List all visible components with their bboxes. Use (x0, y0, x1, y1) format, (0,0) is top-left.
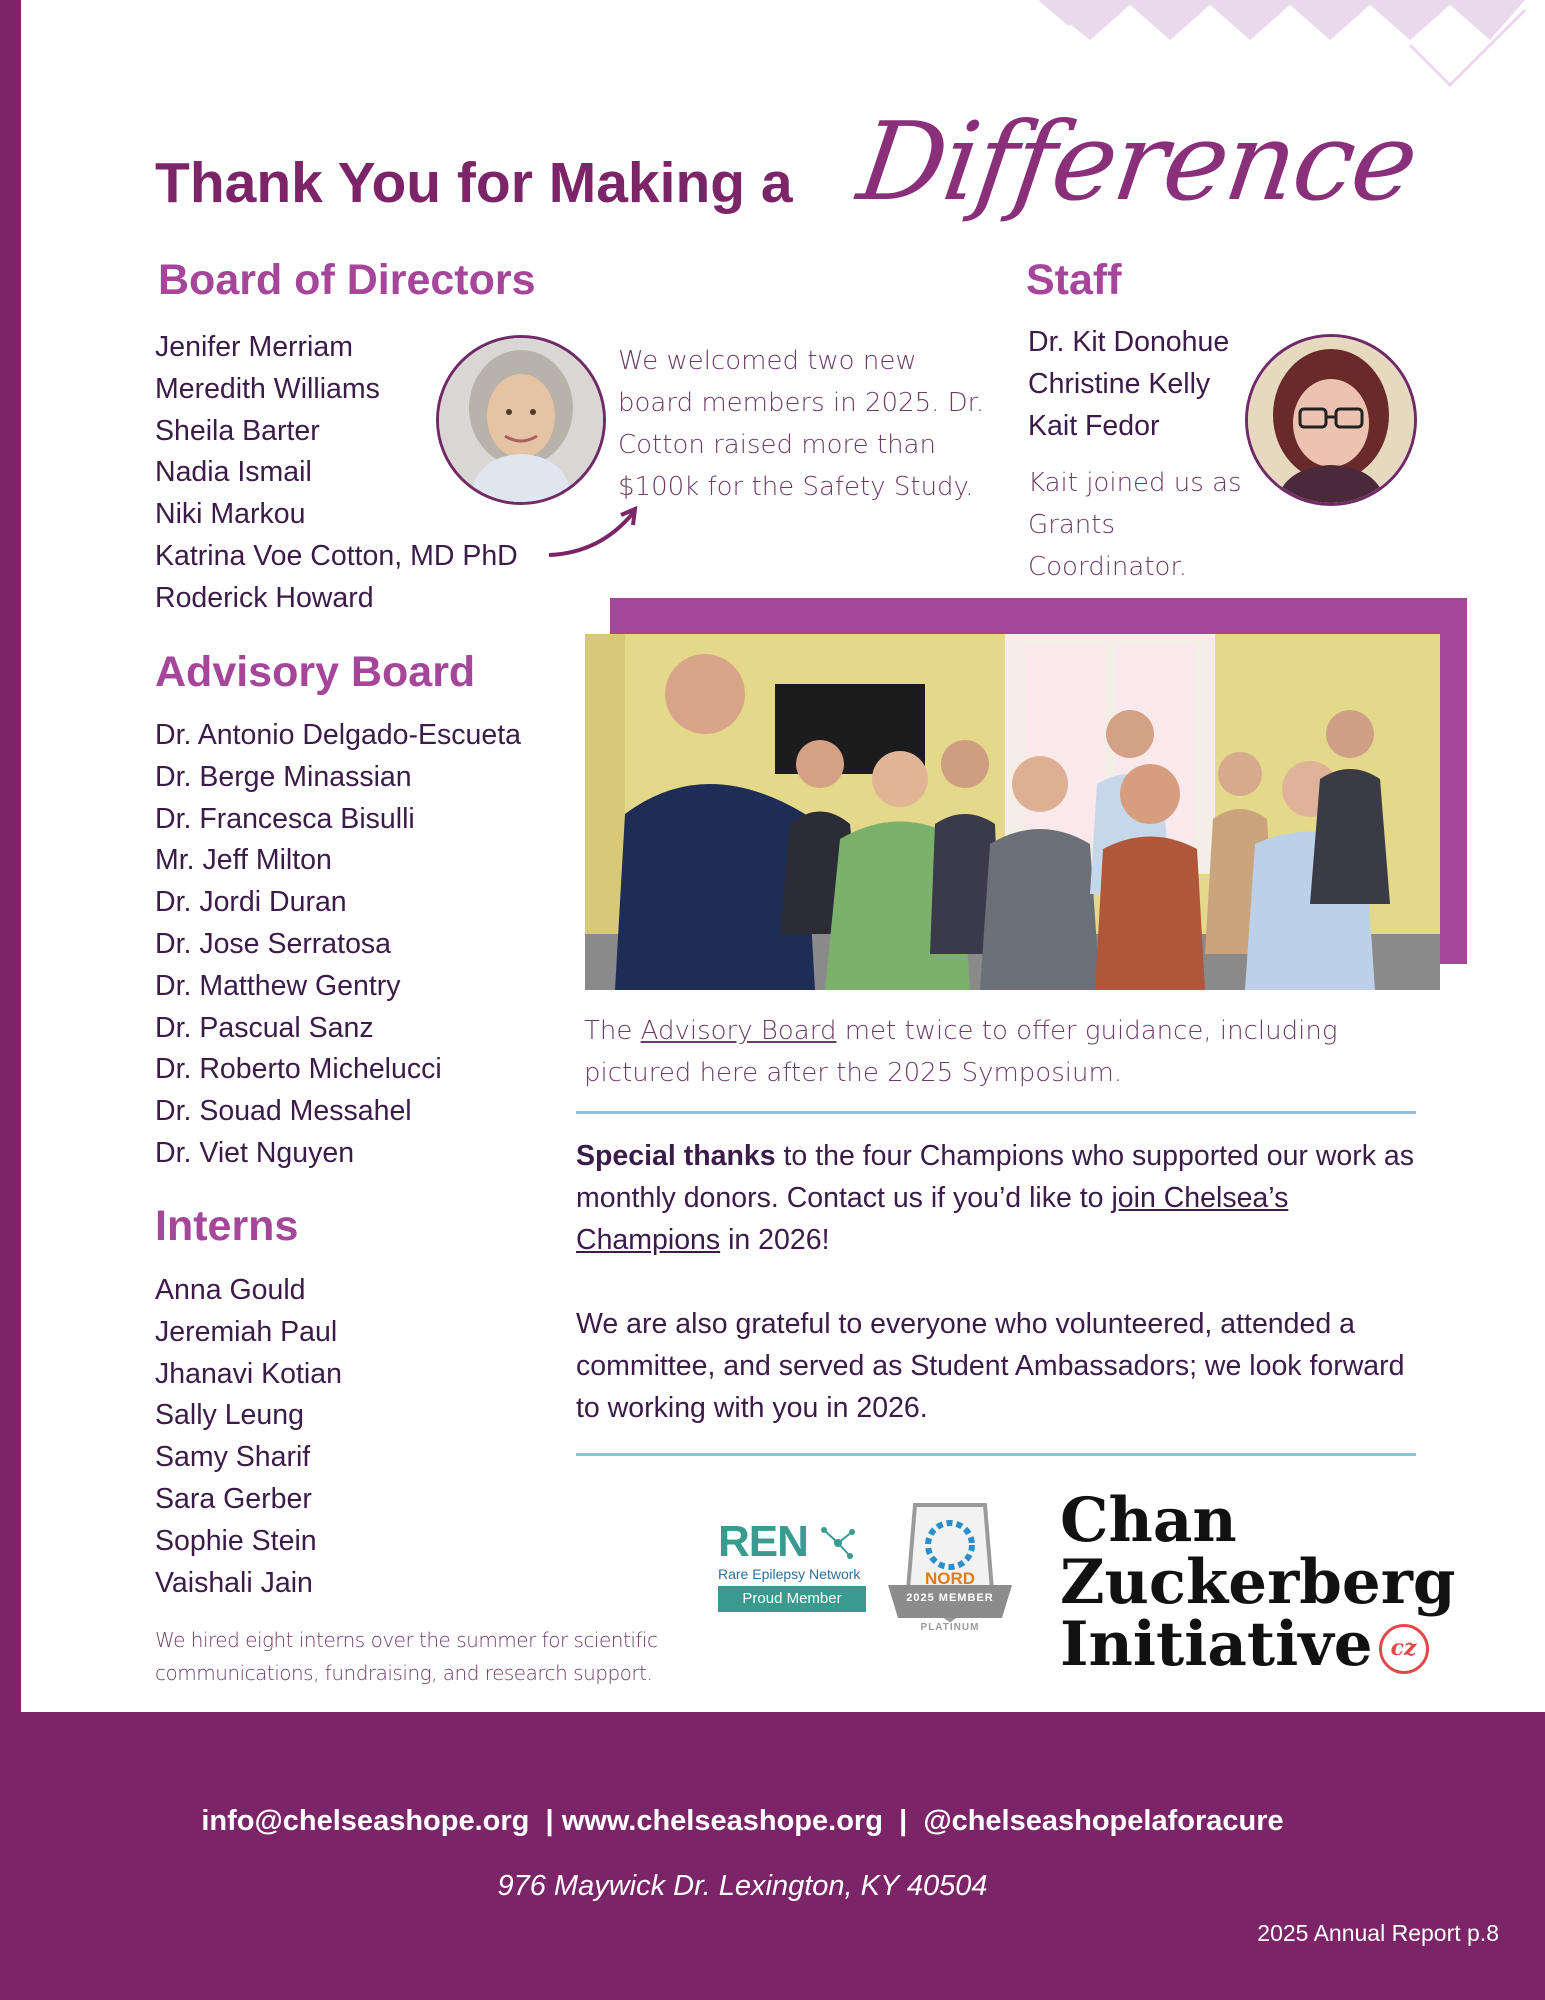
list-item: Katrina Voe Cotton, MD PhD (155, 539, 518, 572)
nord-title: NORD (924, 1569, 976, 1588)
interns-heading: Interns (155, 1202, 299, 1250)
interns-note: We hired eight interns over the summer for scientific communications, fundraising, and research support. (155, 1628, 658, 1685)
ren-logo-subtitle: Rare Epilepsy Network (718, 1566, 861, 1582)
nord-member-badge (880, 1500, 1020, 1640)
list-item: Dr. Roberto Michelucci (155, 1053, 442, 1086)
board-member-avatar (436, 335, 606, 505)
footer-separator: | (899, 1805, 908, 1837)
list-item: Sheila Barter (155, 414, 320, 447)
list-item: Dr. Berge Minassian (155, 760, 412, 793)
list-item: Nadia Ismail (155, 456, 312, 489)
footer-contact-line (0, 1805, 1485, 1838)
list-item: Sophie Stein (155, 1524, 317, 1557)
list-item: Anna Gould (155, 1274, 306, 1306)
list-item: Dr. Jordi Duran (155, 886, 347, 919)
board-heading: Board of Directors (158, 256, 536, 304)
special-thanks-text: to the four Champions who supported our work as monthly donors. Contact us if you’d like to (576, 1140, 1415, 1214)
list-item: Dr. Viet Nguyen (155, 1136, 355, 1169)
czi-logo-line2: Zuckerberg (1060, 1547, 1456, 1618)
list-item: Mr. Jeff Milton (155, 844, 332, 877)
advisory-heading: Advisory Board (155, 648, 476, 696)
list-item: Meredith Williams (155, 372, 380, 405)
list-item: Jeremiah Paul (155, 1315, 338, 1348)
list-item: Dr. Pascual Sanz (155, 1011, 374, 1044)
list-item: Dr. Kit Donohue (1028, 326, 1230, 358)
grateful-paragraph: We are also grateful to everyone who volunteered, attended a committee, and served as Student Ambassadors; we look forward to working with you in 2026. (576, 1308, 1405, 1424)
list-item: Dr. Jose Serratosa (155, 927, 392, 960)
caption-suffix: met twice to offer guidance, including pictured here after the 2025 Symposium. (584, 1016, 1338, 1088)
czi-logo-line1: Chan (1060, 1485, 1237, 1556)
footer-separator: | (545, 1805, 554, 1837)
list-item: Dr. Antonio Delgado-Escueta (155, 719, 521, 751)
list-item: Samy Sharif (155, 1441, 311, 1474)
footer-social-link[interactable]: @chelseashopelaforacure (923, 1805, 1284, 1837)
page-number: 2025 Annual Report p.8 (1257, 1920, 1499, 1946)
staff-note: Kait joined us as Grants Coordinator. (1028, 468, 1242, 582)
page-title-script: Difference (851, 100, 1424, 225)
staff-list (1028, 322, 1229, 447)
nord-member-level: PLATINUM (920, 1622, 980, 1633)
special-thanks-text-end: in 2026! (720, 1224, 830, 1256)
footer-website-link[interactable]: www.chelseashope.org (561, 1805, 883, 1837)
interns-list (155, 1270, 342, 1604)
advisory-list (155, 715, 521, 1175)
ren-logo-title: REN (718, 1517, 808, 1566)
footer-address: 976 Maywick Dr. Lexington, KY 40504 (497, 1870, 988, 1902)
caption-prefix: The (584, 1016, 641, 1046)
list-item: Niki Markou (155, 498, 306, 531)
ren-logo (718, 1517, 878, 1620)
advisory-group-photo (585, 634, 1440, 990)
czi-logo (1060, 1485, 1456, 1680)
list-item: Sara Gerber (155, 1482, 312, 1515)
list-item: Kait Fedor (1028, 409, 1160, 442)
list-item: Christine Kelly (1028, 367, 1211, 400)
czi-logo-line3: Initiative (1060, 1609, 1373, 1680)
footer (0, 1712, 1545, 2000)
special-thanks-bold: Special thanks (576, 1140, 776, 1172)
advisory-board-link[interactable]: Advisory Board (640, 1016, 837, 1046)
page-title: Thank You for Making a (155, 151, 793, 215)
divider-bottom (576, 1453, 1416, 1456)
list-item: Jhanavi Kotian (155, 1357, 342, 1390)
board-note: We welcomed two new board members in 2025. Dr. Cotton raised more than $100k for the Safety Study. (618, 346, 985, 502)
left-accent-bar (0, 0, 21, 1712)
join-champions-link[interactable]: join Chelsea’s Champions (576, 1182, 1289, 1256)
czi-mark-icon: cz (1379, 1624, 1429, 1674)
divider-top (576, 1111, 1416, 1114)
list-item: Sally Leung (155, 1399, 304, 1432)
list-item: Dr. Francesca Bisulli (155, 802, 415, 835)
curved-arrow-icon (545, 505, 645, 565)
ren-logo-ribbon: Proud Member (718, 1586, 866, 1612)
list-item: Dr. Souad Messahel (155, 1095, 412, 1128)
list-item: Dr. Matthew Gentry (155, 969, 401, 1002)
list-item: Jenifer Merriam (155, 331, 353, 363)
staff-heading: Staff (1026, 256, 1122, 304)
staff-member-avatar (1245, 334, 1417, 506)
network-icon (820, 1526, 856, 1560)
nord-member-year: 2025 MEMBER (906, 1592, 994, 1604)
decorative-chevron-pattern (980, 0, 1545, 90)
list-item: Roderick Howard (155, 581, 374, 614)
photo-caption (584, 1010, 1404, 1094)
list-item: Vaishali Jain (155, 1566, 313, 1599)
special-thanks-paragraph (576, 1135, 1436, 1261)
footer-email-link[interactable]: info@chelseashope.org (201, 1805, 530, 1837)
